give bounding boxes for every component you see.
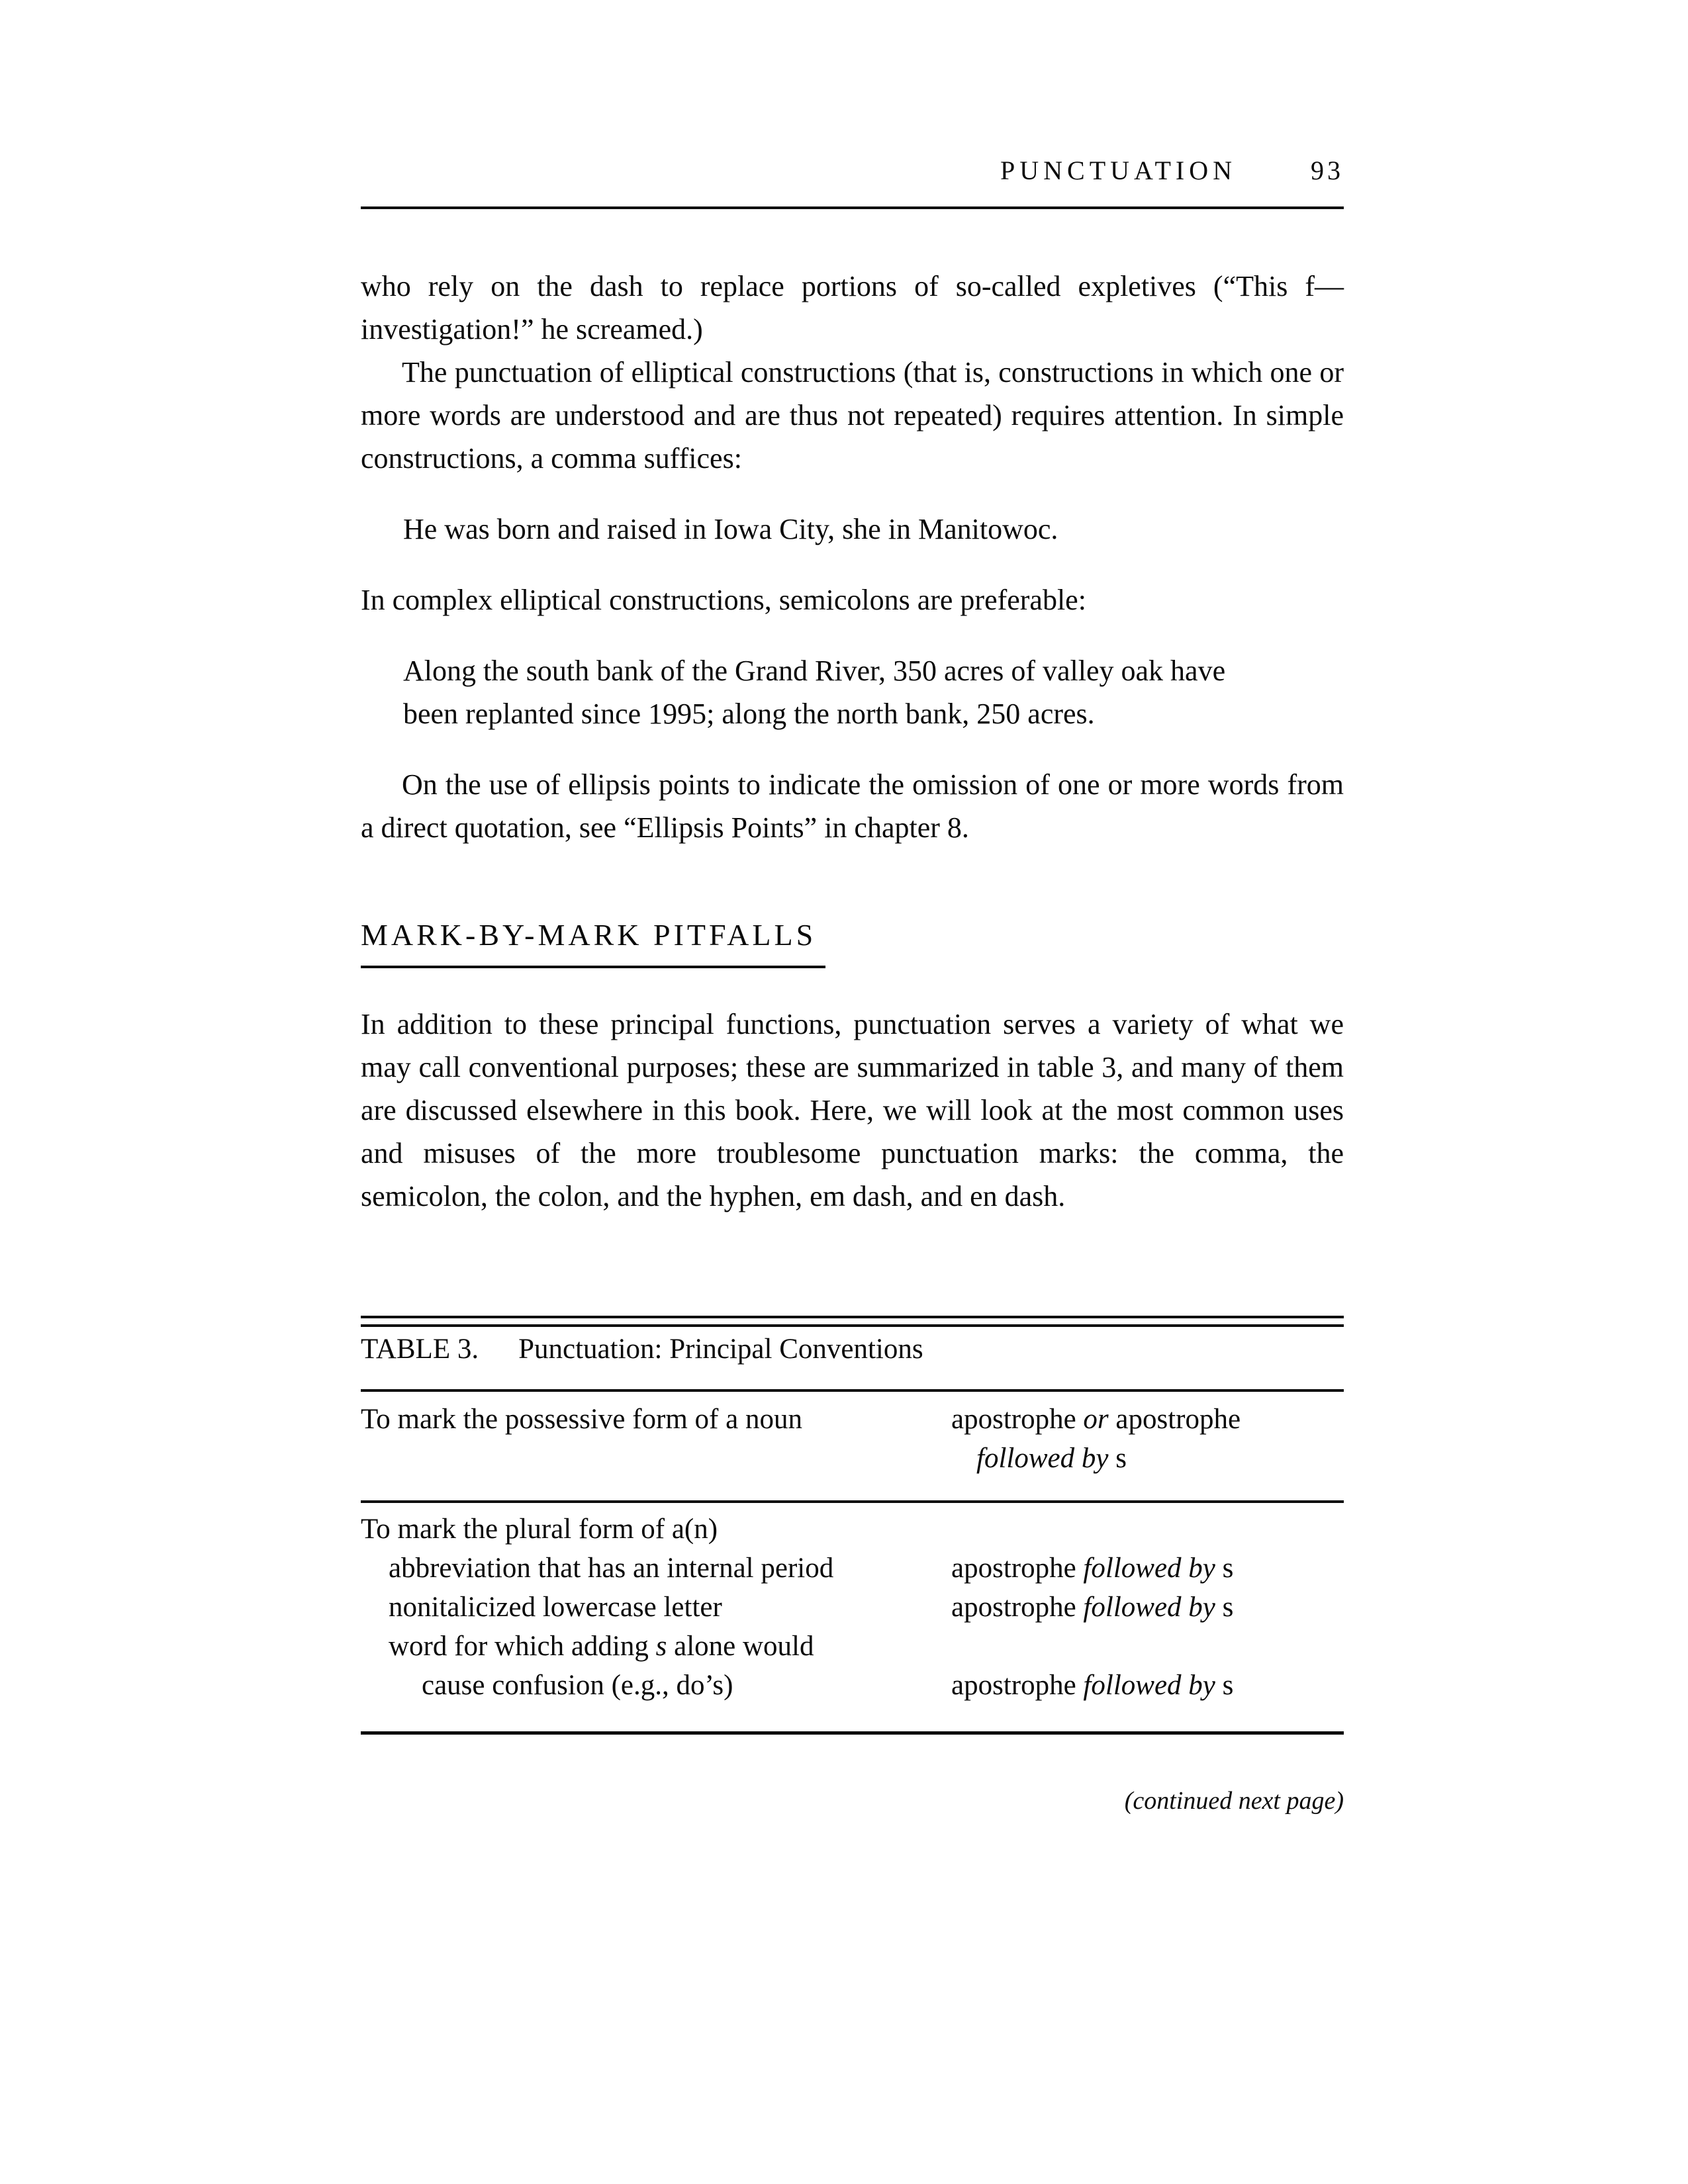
- table-top-rule: [361, 1316, 1344, 1327]
- page-number: 93: [1311, 156, 1344, 185]
- italic-text: followed by: [976, 1443, 1109, 1474]
- table-cell-left: [361, 1400, 951, 1439]
- table-row: [361, 1503, 1344, 1731]
- text: To mark the possessive form of a noun: [361, 1404, 802, 1435]
- block-quote: He was born and raised in Iowa City, she in Manitowoc.: [403, 513, 1058, 545]
- text: To mark the plural form of a(n): [361, 1514, 718, 1545]
- table-line: [361, 1400, 1344, 1439]
- table-cell-right: [951, 1510, 1344, 1549]
- table-line: [361, 1549, 1344, 1588]
- text: apostrophe: [951, 1553, 1084, 1584]
- body-paragraph: In addition to these principal functions, punctuation serves a variety of what we may call conventional purposes; these are summarized in table 3, and many of them are discussed elsewhere in this book. Here, we will look at the most common uses and misuses of the more troublesome punctuation marks: the comma, the semicolon, the colon, and the hyphen, em dash, and en dash.: [361, 1008, 1344, 1212]
- table-line: [361, 1627, 1344, 1666]
- text: s: [1215, 1553, 1234, 1584]
- table-line: [361, 1588, 1344, 1627]
- text: apostrophe: [951, 1670, 1084, 1701]
- table-cell-left: [361, 1510, 951, 1549]
- table-cell-right: [951, 1400, 1344, 1439]
- text: s: [1108, 1443, 1127, 1474]
- text: apostrophe: [951, 1592, 1084, 1623]
- page-body: [361, 265, 1344, 1815]
- table-bottom-rule: [361, 1731, 1344, 1735]
- table-row: [361, 1392, 1344, 1500]
- running-head-title: PUNCTUATION: [1000, 156, 1237, 185]
- table-cell-left: [361, 1588, 951, 1627]
- text: nonitalicized lowercase letter: [389, 1592, 722, 1623]
- table-caption: [361, 1330, 1344, 1369]
- text: s: [1215, 1592, 1234, 1623]
- italic-text: or: [1083, 1404, 1109, 1435]
- body-paragraph: who rely on the dash to replace portions of so-called expletives (“This f— investigation!” he screamed.): [361, 270, 1344, 345]
- table-caption-label: TABLE 3.: [361, 1334, 479, 1365]
- table-line: [361, 1439, 1344, 1478]
- table-cell-right: [951, 1627, 1344, 1666]
- text: alone would: [667, 1631, 814, 1662]
- body-paragraph: In complex elliptical constructions, semicolons are preferable:: [361, 584, 1086, 616]
- table-cell-left: [361, 1549, 951, 1588]
- italic-text: s: [655, 1631, 667, 1662]
- italic-text: followed by: [1083, 1670, 1215, 1701]
- text: s: [1215, 1670, 1234, 1701]
- table-line: [361, 1510, 1344, 1549]
- table-cell-right: [951, 1588, 1344, 1627]
- running-head: [361, 158, 1344, 184]
- text: word for which adding: [389, 1631, 656, 1662]
- body-paragraph: On the use of ellipsis points to indicate the omission of one or more words from a direct quotation, see “Ellipsis Points” in chapter 8.: [361, 768, 1344, 844]
- running-head-rule: [361, 206, 1344, 209]
- section-heading-text: MARK-BY-MARK PITFALLS: [361, 915, 825, 968]
- table-cell-left: [361, 1439, 951, 1478]
- block-quote: Along the south bank of the Grand River, 350 acres of valley oak have been replanted since 1995; along the north bank, 250 acres.: [403, 655, 1226, 730]
- table-3: [361, 1316, 1344, 1735]
- text: cause confusion (e.g., do’s): [422, 1670, 733, 1701]
- text: apostrophe: [951, 1404, 1084, 1435]
- table-cell-right: [951, 1439, 1344, 1478]
- continued-note: (continued next page): [1124, 1787, 1344, 1815]
- table-rows: [361, 1392, 1344, 1731]
- table-cell-right: [951, 1549, 1344, 1588]
- section-heading: [361, 915, 1344, 968]
- table-cell-left: [361, 1666, 951, 1705]
- table-cell-left: [361, 1627, 951, 1666]
- text: apostrophe: [1108, 1404, 1241, 1435]
- italic-text: followed by: [1083, 1592, 1215, 1623]
- italic-text: followed by: [1083, 1553, 1215, 1584]
- body-paragraph: The punctuation of elliptical constructions (that is, constructions in which one or more words are understood and are thus not repeated) requires attention. In simple constructions, a comma suffices:: [361, 356, 1344, 475]
- table-cell-right: [951, 1666, 1344, 1705]
- text: abbreviation that has an internal period: [389, 1553, 834, 1584]
- table-line: [361, 1666, 1344, 1705]
- table-caption-title: Punctuation: Principal Conventions: [518, 1334, 923, 1365]
